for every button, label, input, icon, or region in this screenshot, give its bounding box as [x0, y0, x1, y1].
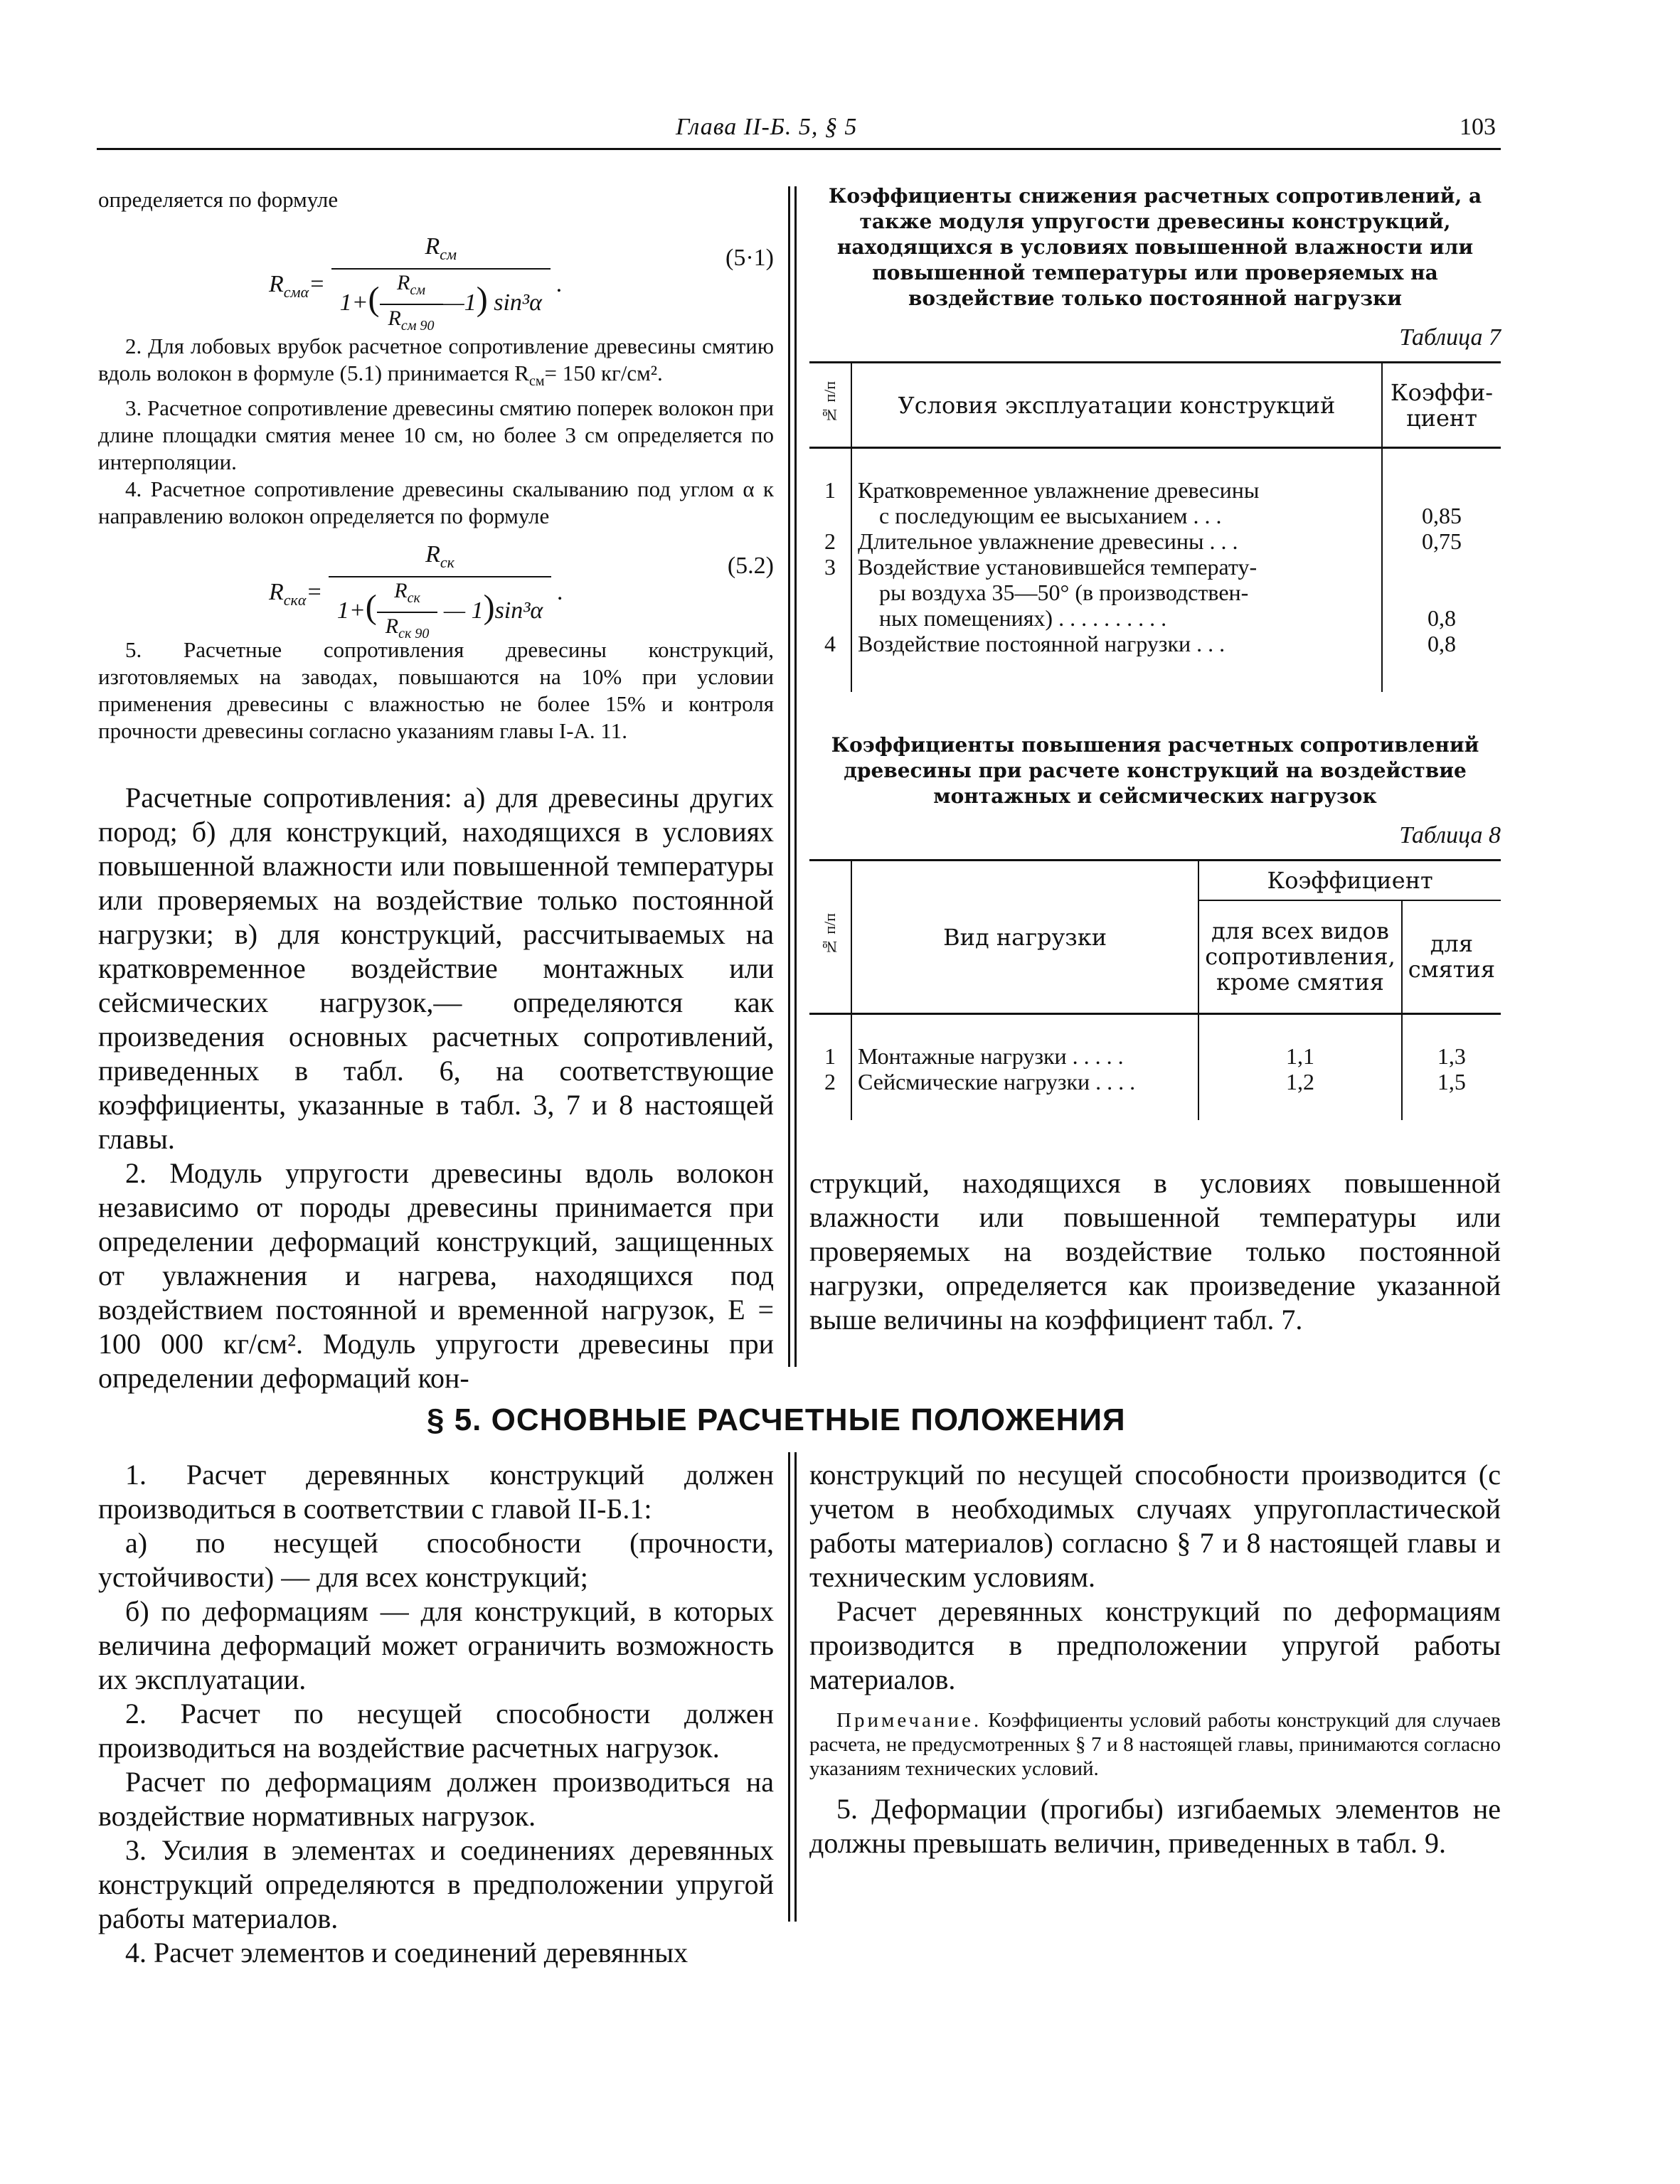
- left-small-text: [98, 186, 774, 745]
- table8-header-n: № п/п: [821, 912, 839, 957]
- header-rule: [97, 148, 1501, 150]
- formula2-dn-sub: ск: [407, 590, 420, 606]
- formula1-dn-sub: см: [410, 282, 425, 298]
- table7-header-n: № п/п: [821, 380, 839, 425]
- section-left-p4: 2. Расчет по несущей способности должен производиться на воздействие расчетных нагрузок.: [98, 1698, 774, 1764]
- formula1-num-sub: см: [440, 245, 457, 263]
- item-4-note: 4. Расчетное сопротивление древесины скалыванию под углом α к направлению волокон определяется по формуле: [98, 476, 774, 529]
- formula2-fraction: $R_{ск}$ 1+( $\frac{R_{ск}}{R_{ск 90}}$ — 1)sin³α: [329, 541, 551, 647]
- left-body-p2: 2. Модуль упругости древесины вдоль волокон независимо от породы древесины принимается при определении деформаций конструкций, защищенных от увлажнения и нагрева, находящихся под воздействием постоянной и временной нагрузок, E = 100 000 кг/см². Модуль упругости древесины при определении деформаций кон-: [98, 1157, 774, 1394]
- column-separator-left: [788, 186, 790, 1367]
- table7-caption: Таблица 7: [1399, 324, 1501, 351]
- section-title: § 5. ОСНОВНЫЕ РАСЧЕТНЫЕ ПОЛОЖЕНИЯ: [427, 1402, 1126, 1437]
- table8-header-all: для всех видов сопротивления, кроме смятия: [1198, 900, 1402, 1014]
- table8-header-load: Вид нагрузки: [851, 861, 1198, 1014]
- page-number: 103: [1460, 114, 1496, 140]
- section-left-p2: а) по несущей способности (прочности, устойчивости) — для всех конструкций;: [98, 1527, 774, 1593]
- table8-header-coef: Коэффициент: [1198, 861, 1501, 900]
- formula2-num: R: [425, 541, 440, 568]
- table-row: 2 Длительное увлажнение древесины . . . 0,75: [809, 528, 1501, 554]
- table8-caption: Таблица 8: [1399, 822, 1501, 848]
- table7-block: [809, 183, 1501, 692]
- section-right-p2: Расчет деревянных конструкций по деформациям производится в предположении упругой работы материалов.: [809, 1595, 1501, 1695]
- section-left-text: [98, 1458, 774, 1970]
- table8-block: [809, 733, 1501, 1120]
- table7-title: Коэффициенты снижения расчетных сопротивлений, а также модуля упругости древесины конструкций, находящихся в условиях повышенной влажности или повышенной температуры или проверяемых на воздействие только постоянной нагрузки: [828, 184, 1482, 310]
- formula-5-2: $R_{ск\alpha}=$ $R_{ск}$ 1+( $\frac{R_{ск}}{R_{ск 90}}$ — 1)sin³α . (5.2): [98, 530, 774, 636]
- formula1-dn: R: [397, 270, 410, 294]
- table7-header-conditions: Условия эксплуатации конструкций: [851, 363, 1382, 448]
- formula1-fraction: $R_{см}$ 1+( $\frac{R_{см}}{R_{см 90}}$ —1) sin³α: [331, 233, 551, 339]
- section-right-text: [809, 1458, 1501, 1860]
- table7: [809, 361, 1501, 692]
- left-body-p1: Расчетные сопротивления: а) для древесины других пород; б) для конструкций, находящихся в условиях повышенной влажности или повышенной температуры или проверяемых на воздействие только постоянной нагрузки; в) для конструкций, рассчитываемых на кратковременное воздействие монтажных или сейсмических нагрузок,— определяются как произведения основных расчетных сопротивлений, приведенных в табл. 6, на соответствующие коэффициенты, указанные в табл. 3, 7 и 8 настоящей главы.: [98, 782, 774, 1155]
- formula2-lhs-sub: скα: [283, 591, 307, 609]
- right-body-text: [809, 1166, 1501, 1337]
- table-row: 1 Кратковременное увлажнение древесины с последующим ее высыханием . . . 0,85: [809, 477, 1501, 528]
- section-left-p5: Расчет по деформациям должен производиться на воздействие нормативных нагрузок.: [98, 1766, 774, 1832]
- formula1-lhs: R: [269, 271, 284, 298]
- section-left-p7: 4. Расчет элементов и соединений деревянных: [125, 1937, 689, 1969]
- section-right-p1: конструкций по несущей способности производится (с учетом в необходимых случаях упругопластической работы материалов) согласно § 7 и 8 настоящей главы и техническим условиям.: [809, 1459, 1501, 1593]
- table8-title: Коэффициенты повышения расчетных сопротивлений древесины при расчете конструкций на воздействие монтажных и сейсмических нагрузок: [831, 733, 1479, 808]
- formula1-lhs-sub: смα: [283, 283, 309, 301]
- formula2-lhs: R: [269, 579, 284, 606]
- table8-header-crush: для смятия: [1402, 900, 1501, 1014]
- section-left-p3: б) по деформациям — для конструкций, в которых величина деформаций может ограничить возможность их эксплуатации.: [98, 1595, 774, 1695]
- formula2-dn: R: [394, 578, 408, 602]
- note-text: Коэффициенты условий работы конструкций для случаев расчета, не предусмотренных § 7 и 8 настоящей главы, принимаются согласно указаниям технических условий.: [809, 1709, 1501, 1780]
- right-body-p1: струкций, находящихся в условиях повышенной влажности или повышенной температуры или проверяемых на воздействие только постоянной нагрузки, определяется как произведение указанной выше величины на коэффициент табл. 7.: [809, 1167, 1501, 1336]
- note-label: Примечание.: [836, 1709, 982, 1732]
- formula-5-1: $R_{см\alpha}=$ $R_{см}$ 1+( $\frac{R_{см}}{R_{см 90}}$ —1) sin³α . (5·1): [98, 213, 774, 327]
- formula2-dd-sub: ск 90: [398, 625, 430, 641]
- formula1-eqno: (5·1): [725, 245, 774, 271]
- formula1-dd-sub: см 90: [400, 317, 435, 334]
- formula2-num-sub: ск: [440, 553, 454, 571]
- section-left-p6: 3. Усилия в элементах и соединениях деревянных конструкций определяются в предположении упругой работы материалов.: [98, 1834, 774, 1934]
- item-2-note: 2. Для лобовых врубок расчетное сопротивление древесины смятию вдоль волокон в формуле (5.1) принимается $R_{см}= 150$ кг/см².: [98, 334, 774, 390]
- column-separator-right: [794, 186, 797, 1367]
- section-right-p3: 5. Деформации (прогибы) изгибаемых элементов не должны превышать величин, приведенных в табл. 9.: [809, 1793, 1501, 1859]
- table-row: 1 Монтажные нагрузки . . . . . 1,1 1,3: [809, 1043, 1501, 1069]
- section-note: [809, 1708, 1501, 1781]
- formula1-tail: sin³α: [494, 289, 542, 316]
- formula-intro: определяется по формуле: [98, 187, 339, 212]
- formula2-eqno: (5.2): [727, 553, 774, 580]
- left-body-text: [98, 781, 774, 1395]
- table-row: 4 Воздействие постоянной нагрузки . . . 0,8: [809, 631, 1501, 656]
- formula1-num: R: [425, 233, 440, 260]
- item-5-note: 5. Расчетные сопротивления древесины конструкций, изготовляемых на заводах, повышаются на 10% при условии применения древесины с влажностью не более 15% и контроля прочности древесины согласно указаниям главы I-А. 11.: [98, 637, 774, 744]
- section-left-p1: 1. Расчет деревянных конструкций должен производиться в соответствии с главой II-Б.1:: [98, 1459, 774, 1525]
- running-title: Глава II-Б. 5, § 5: [676, 114, 858, 140]
- formula2-dd: R: [385, 614, 399, 638]
- table8: [809, 859, 1501, 1120]
- item-3-note: 3. Расчетное сопротивление древесины смятию поперек волокон при длине площадки смятия менее 10 см, но более 3 см определяется по интерполяции.: [98, 395, 774, 475]
- formula2-tail: sin³α: [494, 597, 543, 624]
- column-separator-right-bottom: [794, 1452, 797, 1922]
- formula1-dd: R: [388, 306, 401, 330]
- table7-header-coef: Коэффи-циент: [1390, 378, 1494, 432]
- table-row: 2 Сейсмические нагрузки . . . . 1,2 1,5: [809, 1069, 1501, 1094]
- column-separator-left-bottom: [788, 1452, 790, 1922]
- table-row: 3 Воздействие установившейся температу- ры воздуха 35—50° (в производствен- ных помещениях) . . . . . . . . . . 0,8: [809, 554, 1501, 631]
